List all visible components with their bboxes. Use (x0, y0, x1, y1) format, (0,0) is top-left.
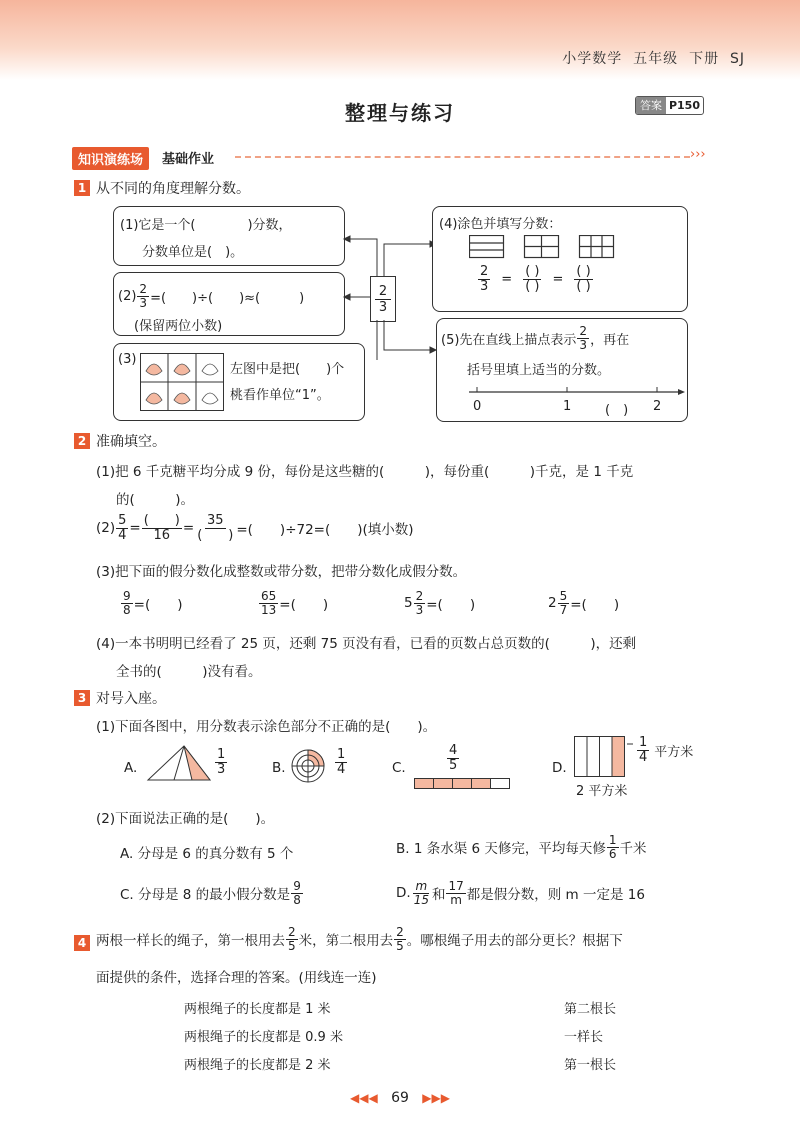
dimension-label: 2 平方米 (576, 784, 628, 799)
page-footer (0, 1090, 800, 1106)
shading-grids (469, 235, 619, 259)
answer-badge: 答案 P150 (635, 96, 704, 115)
statement-d: D. $\frac{m}{15}$ 和 $\frac{17}{m}$ 都是假分数，则 m 一定是 16 (396, 879, 645, 907)
option-c-fraction: $\frac{4}{5}$ (449, 743, 458, 773)
option-d-fraction: $\frac{1}{4}$ 平方米 (639, 735, 694, 765)
option-b-fraction: $\frac{1}{4}$ (337, 747, 346, 777)
option-label: D. (552, 760, 567, 776)
chevron-right-icon: ››› (690, 147, 706, 162)
question-line: 的( )。 (116, 492, 195, 508)
statement-a: A. 分母是 6 的真分数有 5 个 (120, 846, 294, 862)
box-text: 左图中是把( )个 (230, 362, 345, 377)
statement-b: B. 1 条水渠 6 天修完，平均每天修 $\frac{1}{6}$ 千米 (396, 833, 647, 861)
question-line: 全书的( )没有看。 (116, 664, 262, 680)
question-line: (2) $\frac{5}{4}$ = $\frac{( )}{16}$ = $\frac{35}{( )}$ =( )÷72=( )(填小数) (96, 513, 414, 543)
peach-image (140, 353, 224, 411)
option-label: A. (124, 760, 138, 776)
tick-label: ( ) (605, 403, 629, 418)
section-subtitle: 基础作业 (162, 152, 215, 167)
triangle-right-icon: ▶▶▶ (422, 1091, 450, 1105)
question-text: 从不同的角度理解分数。 (96, 181, 250, 197)
page-title: 整理与练习 (345, 101, 455, 125)
question-line: 面提供的条件，选择合理的答案。(用线连一连) (96, 970, 377, 986)
q1-box-1 (113, 206, 345, 266)
box-text: (1)它是一个( )分数， (120, 218, 292, 233)
tick-label: 1 (563, 399, 572, 414)
match-left-item[interactable]: 两根绳子的长度都是 0.9 米 (184, 1030, 343, 1045)
q1-box-4 (432, 206, 688, 312)
match-left-item[interactable]: 两根绳子的长度都是 1 米 (184, 1002, 331, 1017)
match-right-item[interactable]: 第一根长 (564, 1058, 617, 1073)
section-tag: 知识演练场 (72, 147, 149, 170)
question-line: (4)一本书明明已经看了 25 页，还剩 75 页没有看，已看的页数占总页数的( )，还剩 (96, 636, 637, 652)
statement-c: C. 分母是 8 的最小假分数是 $\frac{9}{8}$ (120, 879, 301, 907)
strip-figure (414, 778, 510, 790)
question-line: (2)下面说法正确的是( )。 (96, 811, 275, 827)
question-line: (1)下面各图中，用分数表示涂色部分不正确的是( )。 (96, 719, 437, 735)
question-line: (3)把下面的假分数化成整数或带分数，把带分数化成假分数。 (96, 564, 467, 580)
conversion-d: 2 $\frac{5}{7}$ =( ) (548, 589, 620, 617)
rectangle-figure (574, 736, 634, 780)
option-label: C. (392, 760, 406, 776)
question-text: 准确填空。 (96, 434, 166, 450)
box-text: $\frac{2}{3}$ = $\frac{( )}{( )}$ = $\frac{( )}{( )}$ (480, 264, 591, 294)
question-text: 两根一样长的绳子，第一根用去 $\frac{2}{5}$ 米，第二根用去 $\frac{2}{5}$ 。哪根绳子用去的部分更长？根据下 (96, 925, 623, 953)
header-band (0, 0, 800, 80)
conversion-b: $\frac{65}{13}$ =( ) (261, 589, 329, 617)
question-number: 1 (74, 180, 90, 196)
box-text: (3) (118, 352, 137, 367)
question-number: 4 (74, 935, 90, 951)
center-fraction-box: 2 3 (370, 276, 396, 322)
question-line: (1)把 6 千克糖平均分成 9 份，每份是这些糖的( )，每份重( )千克，是 1 千克 (96, 464, 634, 480)
match-right-item[interactable]: 一样长 (564, 1030, 604, 1045)
tick-label: 2 (653, 399, 662, 414)
triangle-figure (146, 744, 212, 782)
question-text: 对号入座。 (96, 691, 166, 707)
option-label: B. (272, 760, 286, 776)
box-text: 桃看作单位“1”。 (230, 388, 330, 403)
question-number: 3 (74, 690, 90, 706)
option-a-fraction: $\frac{1}{3}$ (217, 747, 226, 777)
box-text: 分数单位是( )。 (142, 245, 244, 260)
section-divider (235, 156, 690, 158)
conversion-c: 5 $\frac{2}{3}$ =( ) (404, 589, 476, 617)
target-circle-figure (290, 748, 326, 784)
book-info: 小学数学 五年级 下册 SJ (562, 51, 745, 67)
box-text: 括号里填上适当的分数。 (467, 363, 611, 378)
box-text: (4)涂色并填写分数： (439, 217, 562, 232)
box-text: (保留两位小数) (134, 319, 223, 334)
page-number: 69 (391, 1090, 409, 1106)
q1-box-3 (113, 343, 365, 421)
q1-box-2 (113, 272, 345, 336)
question-number: 2 (74, 433, 90, 449)
box-text: (5)先在直线上描点表示 $\frac{2}{3}$ ，再在 (441, 324, 630, 352)
triangle-left-icon: ◀◀◀ (350, 1091, 378, 1105)
match-left-item[interactable]: 两根绳子的长度都是 2 米 (184, 1058, 331, 1073)
tick-label: 0 (473, 399, 482, 414)
connector-lines (340, 200, 440, 360)
number-line (467, 385, 687, 399)
box-text: (2) $\frac{2}{3}$ =( )÷( )≈( ) (118, 282, 305, 310)
q1-box-5 (436, 318, 688, 422)
conversion-a: $\frac{9}{8}$ =( ) (123, 589, 183, 617)
match-right-item[interactable]: 第二根长 (564, 1002, 617, 1017)
